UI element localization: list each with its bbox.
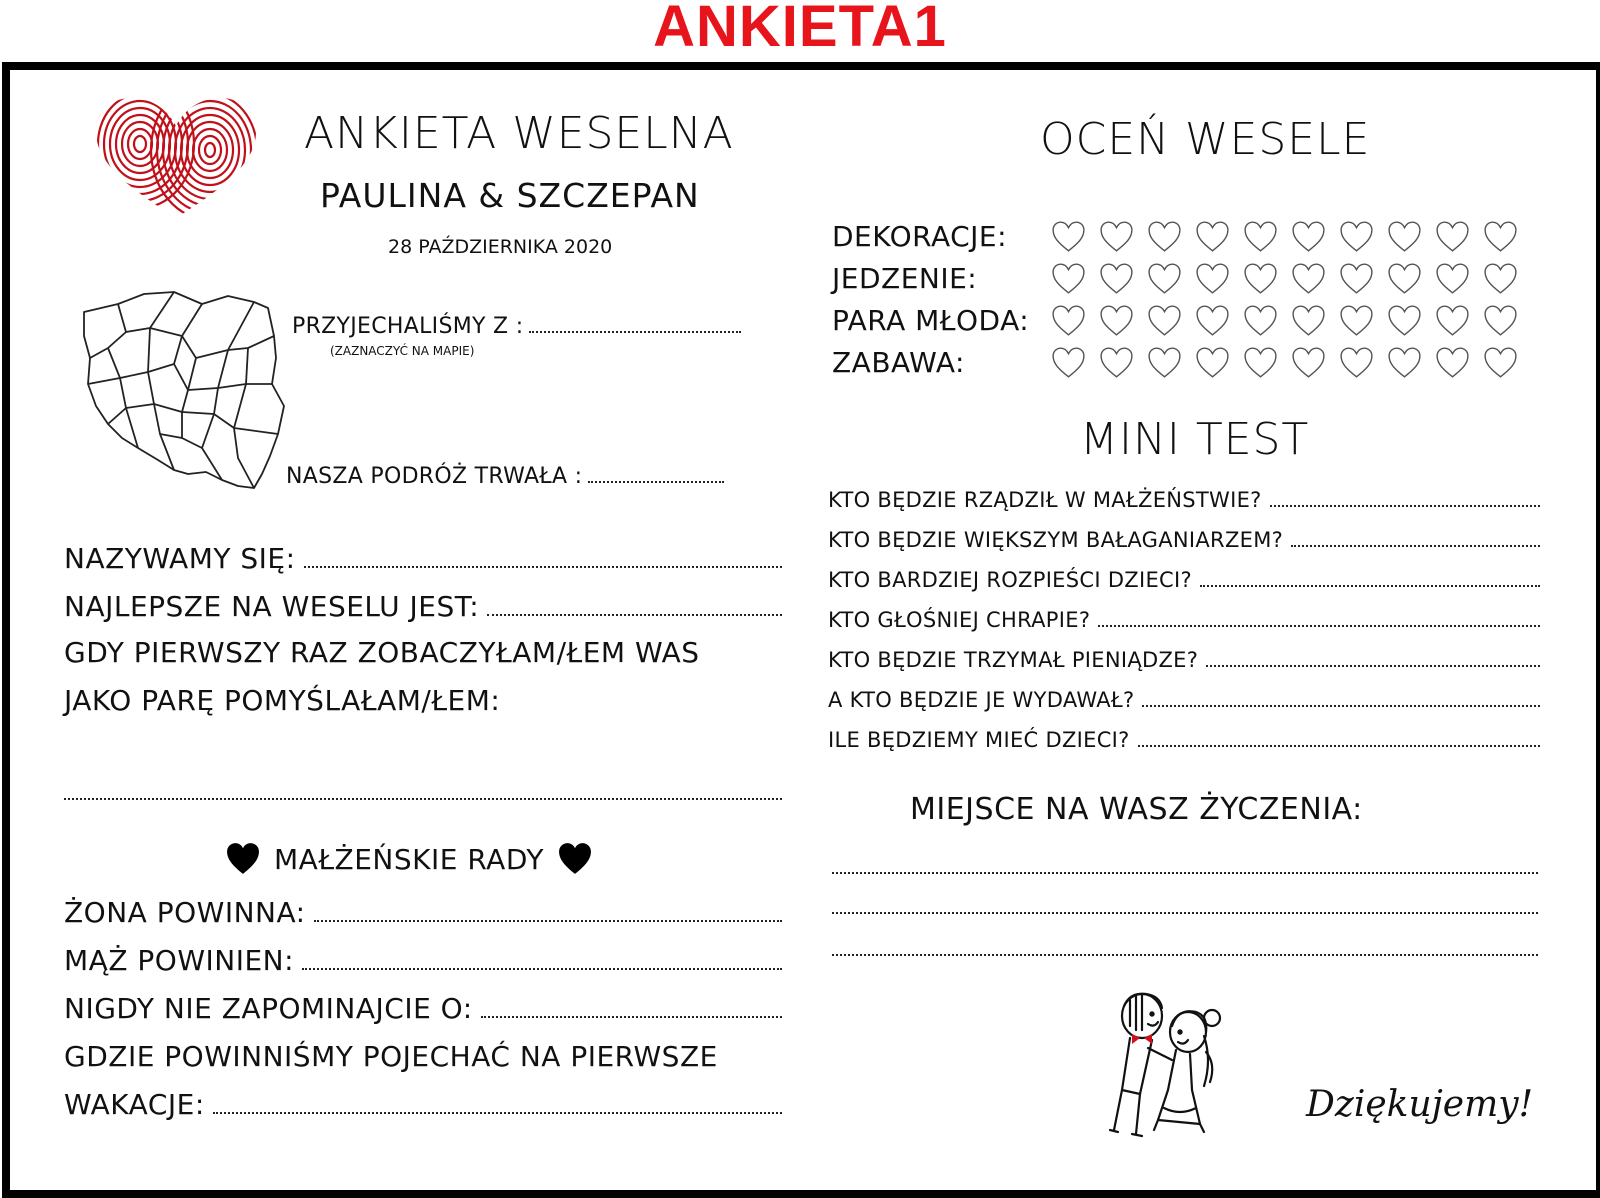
heart-outline-icon[interactable] (1386, 346, 1423, 379)
heart-outline-icon[interactable] (1290, 220, 1327, 253)
rating-row-food (832, 258, 1519, 298)
heart-outline-icon[interactable] (1194, 346, 1231, 379)
wife-label: ŻONA POWINNA: (64, 896, 306, 929)
heart-outline-icon[interactable] (1290, 346, 1327, 379)
advice-title: MAŁŻEŃSKIE RADY (274, 842, 544, 876)
heart-outline-icon[interactable] (1338, 220, 1375, 253)
rating-hearts (1050, 262, 1519, 295)
heart-outline-icon[interactable] (1050, 220, 1087, 253)
heart-outline-icon[interactable] (1242, 220, 1279, 253)
test-question: KTO BĘDZIE TRZYMAŁ PIENIĄDZE? (828, 648, 1199, 672)
heart-outline-icon[interactable] (1386, 304, 1423, 337)
heart-outline-icon[interactable] (1434, 304, 1471, 337)
wife-field[interactable] (314, 919, 782, 922)
first-saw-line1: GDY PIERWSZY RAZ ZOBACZYŁAM/ŁEM WAS (64, 636, 700, 669)
heart-outline-icon[interactable] (1338, 262, 1375, 295)
map-hint: (ZAZNACZYĆ NA MAPIE) (330, 344, 475, 358)
heart-outline-icon[interactable] (1194, 304, 1231, 337)
never-forget-label: NIGDY NIE ZAPOMINAJCIE O: (64, 992, 473, 1025)
heart-outline-icon[interactable] (1098, 220, 1135, 253)
husband-label: MĄŻ POWINIEN: (64, 944, 295, 977)
survey-title: ANKIETA WESELNA (304, 108, 734, 159)
heart-outline-icon[interactable] (1242, 304, 1279, 337)
test-question-row (828, 528, 1540, 552)
rating-label: ZABAWA: (832, 345, 965, 379)
heart-outline-icon[interactable] (1098, 262, 1135, 295)
test-question: KTO BĘDZIE WIĘKSZYM BAŁAGANIARZEM? (828, 528, 1284, 552)
heart-solid-icon (226, 842, 260, 876)
rating-hearts (1050, 220, 1519, 253)
poland-map-icon[interactable] (78, 288, 288, 500)
test-question-row (828, 728, 1540, 752)
heart-outline-icon[interactable] (1338, 346, 1375, 379)
heart-outline-icon[interactable] (1434, 220, 1471, 253)
rating-row-party (832, 342, 1519, 382)
best-label: NAJLEPSZE NA WESELU JEST: (64, 590, 480, 623)
wishes-title: MIEJSCE NA WASZ ŻYCZENIA: (910, 792, 1363, 827)
test-question-row (828, 488, 1540, 512)
never-forget-row (64, 992, 782, 1025)
heart-outline-icon[interactable] (1050, 346, 1087, 379)
heart-outline-icon[interactable] (1386, 220, 1423, 253)
test-question: KTO GŁOŚNIEJ CHRAPIE? (828, 608, 1091, 632)
heart-outline-icon[interactable] (1194, 220, 1231, 253)
heart-outline-icon[interactable] (1434, 262, 1471, 295)
heart-outline-icon[interactable] (1482, 304, 1519, 337)
heart-outline-icon[interactable] (1050, 304, 1087, 337)
wishes-field-line[interactable] (832, 912, 1538, 914)
heart-outline-icon[interactable] (1146, 220, 1183, 253)
heart-outline-icon[interactable] (1434, 346, 1471, 379)
first-saw-field[interactable] (64, 798, 782, 800)
rating-row-decorations (832, 216, 1519, 256)
heart-outline-icon[interactable] (1242, 346, 1279, 379)
heart-outline-icon[interactable] (1098, 304, 1135, 337)
test-answer-field[interactable] (1200, 584, 1540, 587)
heart-outline-icon[interactable] (1290, 304, 1327, 337)
heart-outline-icon[interactable] (1194, 262, 1231, 295)
test-answer-field[interactable] (1291, 544, 1540, 547)
test-question-row (828, 688, 1540, 712)
vacation-line1: GDZIE POWINNIŚMY POJECHAĆ NA PIERWSZE (64, 1040, 718, 1073)
mini-test-title: MINI TEST (1080, 414, 1310, 465)
advice-title-row (226, 842, 592, 876)
name-field[interactable] (304, 565, 782, 568)
best-field[interactable] (487, 613, 782, 616)
rating-row-couple (832, 300, 1519, 340)
arrived-from-field[interactable] (529, 325, 741, 333)
test-answer-field[interactable] (1138, 744, 1540, 747)
vacation-row (64, 1088, 782, 1121)
test-question-row (828, 568, 1540, 592)
rating-hearts (1050, 304, 1519, 337)
test-question: A KTO BĘDZIE JE WYDAWAŁ? (828, 688, 1135, 712)
wishes-field-line[interactable] (832, 954, 1538, 956)
heart-outline-icon[interactable] (1146, 304, 1183, 337)
rating-label: JEDZENIE: (832, 261, 978, 295)
rating-label: DEKORACJE: (832, 219, 1008, 253)
husband-field[interactable] (302, 967, 782, 970)
rating-label: PARA MŁODA: (832, 303, 1030, 337)
rate-title: OCEŃ WESELE (1040, 114, 1371, 165)
heart-outline-icon[interactable] (1146, 262, 1183, 295)
test-answer-field[interactable] (1142, 704, 1540, 707)
wishes-field-line[interactable] (832, 872, 1538, 874)
heart-outline-icon[interactable] (1050, 262, 1087, 295)
test-answer-field[interactable] (1206, 664, 1540, 667)
dancing-couple-icon (1100, 990, 1240, 1140)
rating-hearts (1050, 346, 1519, 379)
heart-solid-icon (558, 842, 592, 876)
fingerprint-heart-icon (92, 94, 260, 220)
heart-outline-icon[interactable] (1338, 304, 1375, 337)
best-row (64, 590, 782, 623)
test-question-row (828, 608, 1540, 632)
first-saw-line2: JAKO PARĘ POMYŚLAŁAM/ŁEM: (64, 684, 501, 717)
test-question: KTO BĘDZIE RZĄDZIŁ W MAŁŻEŃSTWIE? (828, 488, 1262, 512)
thank-you-text: Dziękujemy! (1306, 1084, 1534, 1125)
test-answer-field[interactable] (1270, 504, 1540, 507)
name-label: NAZYWAMY SIĘ: (64, 542, 296, 575)
banner-title: ANKIETA1 (653, 0, 947, 59)
vacation-field[interactable] (213, 1111, 782, 1114)
wife-row (64, 896, 782, 929)
heart-outline-icon[interactable] (1482, 220, 1519, 253)
test-question-row (828, 648, 1540, 672)
heart-outline-icon[interactable] (1482, 262, 1519, 295)
heart-outline-icon[interactable] (1386, 262, 1423, 295)
heart-outline-icon[interactable] (1242, 262, 1279, 295)
test-question: KTO BARDZIEJ ROZPIEŚCI DZIECI? (828, 568, 1192, 592)
name-row (64, 542, 782, 575)
arrived-from-label: PRZYJECHALIŚMY Z : (292, 314, 741, 339)
couple-names: PAULINA & SZCZEPAN (320, 176, 700, 215)
vacation-label: WAKACJE: (64, 1088, 205, 1121)
never-forget-field[interactable] (481, 1015, 782, 1018)
journey-label: NASZA PODRÓŻ TRWAŁA : (286, 464, 724, 489)
husband-row (64, 944, 782, 977)
wedding-date: 28 PAŹDZIERNIKA 2020 (388, 236, 613, 258)
test-answer-field[interactable] (1098, 624, 1540, 627)
journey-field[interactable] (588, 475, 724, 483)
heart-outline-icon[interactable] (1290, 262, 1327, 295)
test-question: ILE BĘDZIEMY MIEĆ DZIECI? (828, 728, 1130, 752)
heart-outline-icon[interactable] (1482, 346, 1519, 379)
heart-outline-icon[interactable] (1098, 346, 1135, 379)
heart-outline-icon[interactable] (1146, 346, 1183, 379)
